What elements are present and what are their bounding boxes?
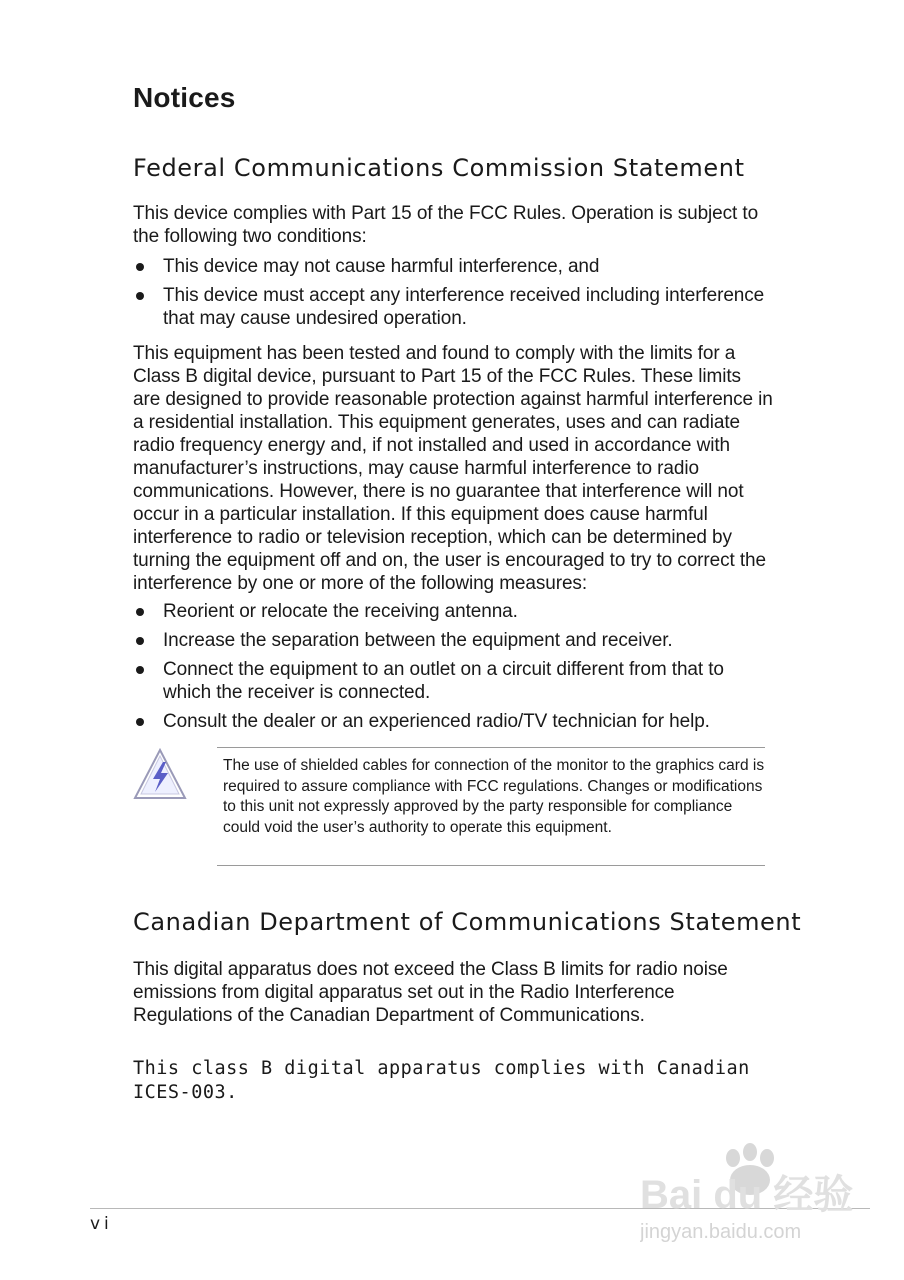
list-item: This device must accept any interference received including interference that may cause undesired operation. (133, 284, 773, 330)
baidu-watermark (640, 1140, 860, 1250)
watermark-url: jingyan.baidu.com (640, 1221, 802, 1243)
list-item: Reorient or relocate the receiving antenna. (133, 600, 773, 623)
fcc-conditions-list (133, 255, 773, 336)
bullet-icon (136, 292, 144, 300)
canada-section-title: Canadian Department of Communications Statement (133, 908, 802, 936)
fcc-intro: This device complies with Part 15 of the FCC Rules. Operation is subject to the following two conditions: (133, 203, 759, 247)
bullet-icon (136, 263, 144, 271)
bullet-icon (136, 666, 144, 674)
fcc-measures-list (133, 600, 773, 739)
bullet-icon (136, 608, 144, 616)
fcc-note-box (217, 747, 765, 866)
page-number: vi (90, 1214, 113, 1234)
page-title: Notices (133, 82, 236, 113)
canada-paragraph: This digital apparatus does not exceed the Class B limits for radio noise emissions from digital apparatus set out in the Radio Interference Regulations of the Canadian Department of Communications. (133, 959, 728, 1026)
list-item: Connect the equipment to an outlet on a circuit different from that to which the receiver is connected. (133, 658, 773, 704)
warning-icon (133, 748, 187, 800)
canada-compliance-statement: This class B digital apparatus complies with Canadian ICES-003. (133, 1057, 750, 1103)
bullet-icon (136, 718, 144, 726)
fcc-paragraph: This equipment has been tested and found to comply with the limits for a Class B digital device, pursuant to Part 15 of the FCC Rules. These limits are designed to provide reasonable protection against harmful interference in a residential installation. This equipment generates, uses and can radiate radio frequency energy and, if not installed and used in accordance with manufacturer’s instructions, may cause harmful interference to radio communications. However, there is no guarantee that interference will not occur in a particular installation. If this equipment does cause harmful interference to radio or television reception, which can be determined by turning the equipment off and on, the user is encouraged to try to correct the interference by one or more of the following measures: (133, 343, 773, 594)
list-item: Increase the separation between the equipment and receiver. (133, 629, 773, 652)
fcc-section-title: Federal Communications Commission Statement (133, 154, 745, 182)
list-item: This device may not cause harmful interference, and (133, 255, 773, 278)
bullet-icon (136, 637, 144, 645)
fcc-note-text: The use of shielded cables for connection of the monitor to the graphics card is required to assure compliance with FCC regulations. Changes or modifications to this unit not expressly approved by the party responsible for compliance could void the user’s authority to operate this equipment. (223, 757, 765, 836)
list-item: Consult the dealer or an experienced radio/TV technician for help. (133, 710, 773, 733)
watermark-brand: Bai du 经验 (640, 1173, 854, 1217)
